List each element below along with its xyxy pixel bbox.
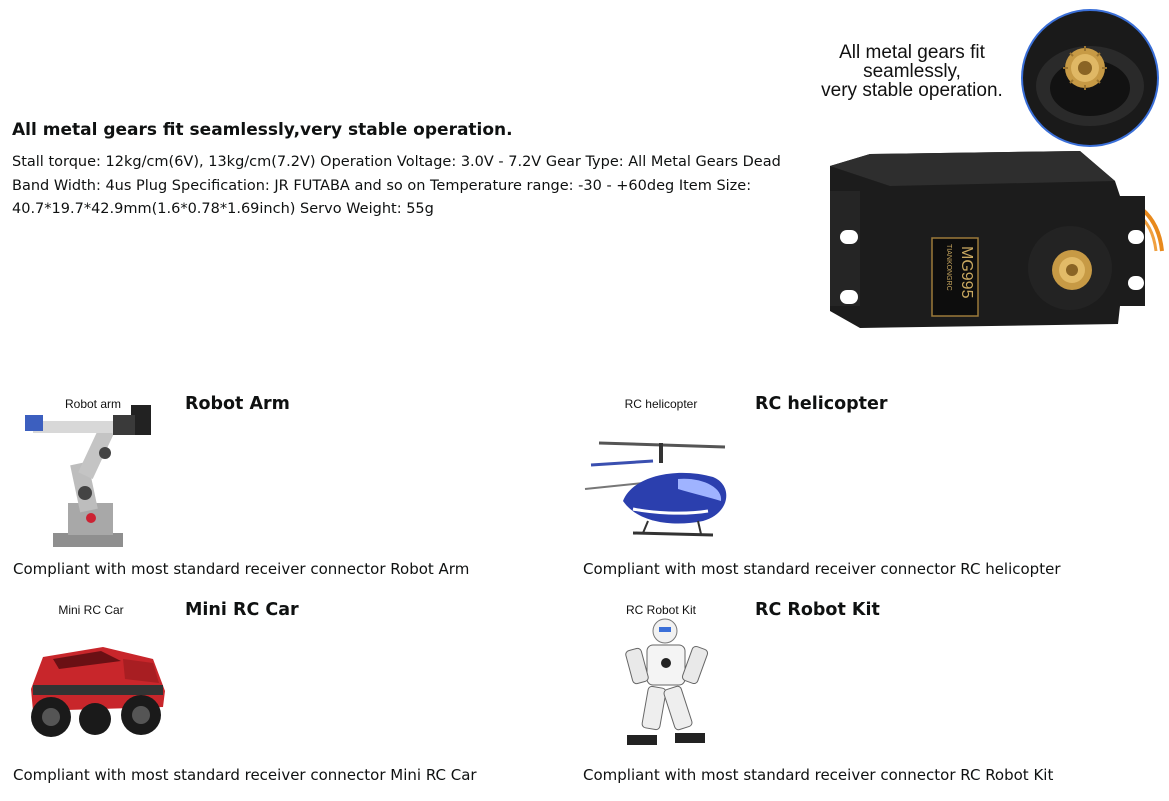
servo-icon xyxy=(830,151,1162,328)
application-caption: Compliant with most standard receiver connector Mini RC Car xyxy=(13,766,477,784)
servo-brand-label: TIANKONGRC xyxy=(945,244,952,291)
application-caption: Compliant with most standard receiver connector Robot Arm xyxy=(13,560,470,578)
image-caption-line-2: seamlessly, xyxy=(863,61,961,82)
photo-label: RC Robot Kit xyxy=(625,603,697,617)
rc-robot-kit-photo xyxy=(583,599,743,759)
robot-arm-photo xyxy=(13,393,173,553)
application-title: RC helicopter xyxy=(755,394,888,414)
servo-model-label: MG995 xyxy=(958,246,975,299)
application-title: Robot Arm xyxy=(185,394,290,414)
application-caption: Compliant with most standard receiver connector RC helicopter xyxy=(583,560,1061,578)
application-caption: Compliant with most standard receiver connector RC Robot Kit xyxy=(583,766,1054,784)
hero-heading: All metal gears fit seamlessly,very stable operation. xyxy=(12,120,513,140)
helicopter-icon xyxy=(585,443,726,535)
photo-label: Robot arm xyxy=(64,397,122,411)
photo-label: RC helicopter xyxy=(624,397,698,411)
application-title: RC Robot Kit xyxy=(755,600,880,620)
application-title: Mini RC Car xyxy=(185,600,299,620)
servo-product-image xyxy=(800,6,1165,336)
image-caption-line-3: very stable operation. xyxy=(821,80,1003,101)
hero-specs: Stall torque: 12kg/cm(6V), 13kg/cm(7.2V) Operation Voltage: 3.0V - 7.2V Gear Type: All Metal Gears Dead Band Width: 4us Plug Specification: JR FUTABA and so on Temperature range: -30 - +60deg Item Size: 40.7*19.7*42.9mm(1.6*0.78*1.69inch) Servo Weight: 55g xyxy=(12,154,781,217)
magnified-gear-icon xyxy=(1022,10,1158,146)
image-caption-line-1: All metal gears fit xyxy=(839,42,985,63)
rc-helicopter-photo xyxy=(583,393,743,553)
robot-arm-icon xyxy=(25,405,151,547)
rc-car-icon xyxy=(31,647,165,737)
humanoid-robot-icon xyxy=(625,619,709,745)
photo-label: Mini RC Car xyxy=(58,603,124,617)
mini-rc-car-photo xyxy=(13,599,173,759)
